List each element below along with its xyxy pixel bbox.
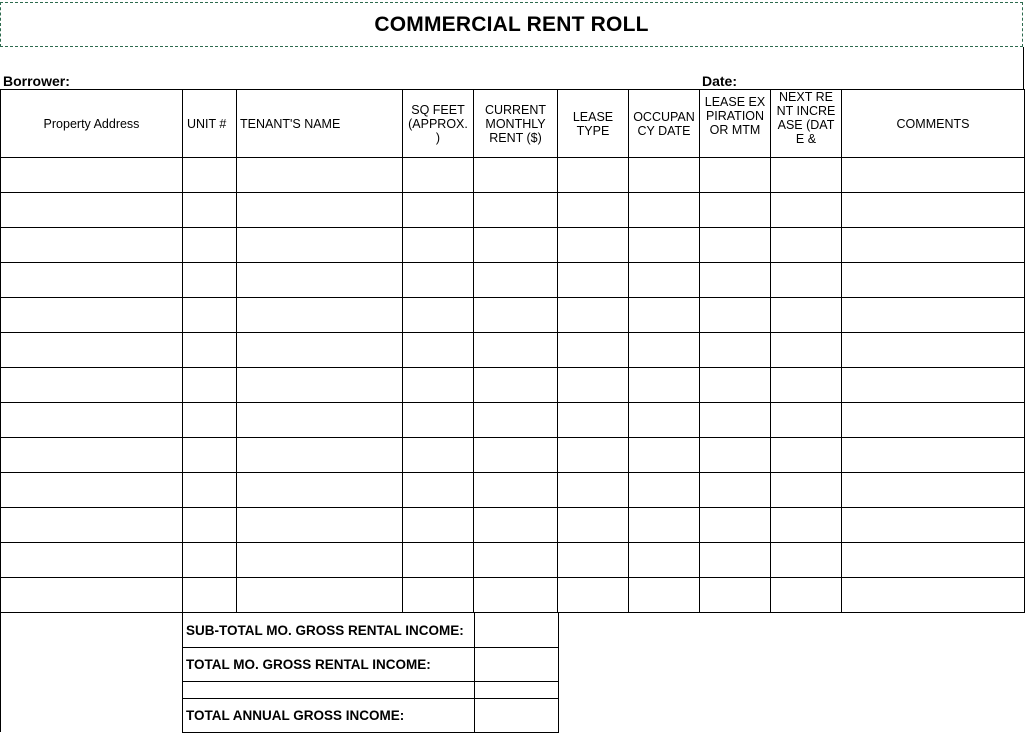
cell-comments[interactable] <box>842 158 1025 193</box>
total-annual-value-cell[interactable] <box>475 699 559 733</box>
cell-next-rent-increase[interactable] <box>771 368 842 403</box>
cell-occupancy-date[interactable] <box>629 298 700 333</box>
cell-tenant-name[interactable] <box>237 473 403 508</box>
cell-sq-feet[interactable] <box>403 473 474 508</box>
cell-current-rent[interactable] <box>474 263 558 298</box>
col-header-sq-feet[interactable] <box>403 90 474 158</box>
cell-tenant-name[interactable] <box>237 543 403 578</box>
cell-current-rent[interactable] <box>474 368 558 403</box>
cell-current-rent[interactable] <box>474 298 558 333</box>
cell-unit[interactable] <box>183 403 237 438</box>
cell-unit[interactable] <box>183 333 237 368</box>
cell-unit[interactable] <box>183 368 237 403</box>
cell-next-rent-increase[interactable] <box>771 543 842 578</box>
cell-current-rent[interactable] <box>474 333 558 368</box>
cell-comments[interactable] <box>842 298 1025 333</box>
table-row <box>1 298 1025 333</box>
cell-occupancy-date[interactable] <box>629 193 700 228</box>
cell-sq-feet[interactable] <box>403 298 474 333</box>
cell-lease-type[interactable] <box>558 368 629 403</box>
cell-lease-expiration[interactable] <box>700 403 771 438</box>
table-row <box>1 193 1025 228</box>
cell-lease-type[interactable] <box>558 298 629 333</box>
cell-comments[interactable] <box>842 263 1025 298</box>
cell-unit[interactable] <box>183 438 237 473</box>
cell-lease-type[interactable] <box>558 508 629 543</box>
cell-lease-expiration[interactable] <box>700 368 771 403</box>
cell-current-rent[interactable] <box>474 578 558 613</box>
col-header-current-rent[interactable] <box>474 90 558 158</box>
cell-lease-type[interactable] <box>558 263 629 298</box>
cell-property-address[interactable] <box>1 298 183 333</box>
borrower-label: Borrower: <box>3 73 70 89</box>
total-annual-label: TOTAL ANNUAL GROSS INCOME: <box>183 699 475 733</box>
summary-row-subtotal <box>183 613 559 648</box>
cell-lease-expiration[interactable] <box>700 333 771 368</box>
cell-comments[interactable] <box>842 193 1025 228</box>
cell-lease-type[interactable] <box>558 438 629 473</box>
col-header-lease-expiration-text: LEASE EXPIRATION OR MTM <box>704 95 766 137</box>
cell-sq-feet[interactable] <box>403 193 474 228</box>
cell-occupancy-date[interactable] <box>629 578 700 613</box>
subtotal-label: SUB-TOTAL MO. GROSS RENTAL INCOME: <box>183 613 475 648</box>
col-header-next-rent-increase[interactable] <box>771 90 842 158</box>
border-line <box>1023 47 1024 89</box>
cell-tenant-name[interactable] <box>237 298 403 333</box>
table-row <box>1 543 1025 578</box>
cell-lease-type[interactable] <box>558 158 629 193</box>
cell-next-rent-increase[interactable] <box>771 578 842 613</box>
cell-property-address[interactable] <box>1 438 183 473</box>
cell-current-rent[interactable] <box>474 508 558 543</box>
cell-property-address[interactable] <box>1 578 183 613</box>
col-header-sq-feet-text: SQ FEET (APPROX. ) <box>408 102 468 145</box>
cell-current-rent[interactable] <box>474 193 558 228</box>
cell-occupancy-date[interactable] <box>629 403 700 438</box>
cell-unit[interactable] <box>183 193 237 228</box>
cell-next-rent-increase[interactable] <box>771 193 842 228</box>
cell-property-address[interactable] <box>1 333 183 368</box>
cell-lease-type[interactable] <box>558 473 629 508</box>
cell-sq-feet[interactable] <box>403 228 474 263</box>
cell-unit[interactable] <box>183 158 237 193</box>
col-header-property-address[interactable]: Property Address <box>1 90 183 158</box>
col-header-lease-type[interactable] <box>558 90 629 158</box>
cell-lease-type[interactable] <box>558 193 629 228</box>
cell-unit[interactable] <box>183 543 237 578</box>
cell-current-rent[interactable] <box>474 473 558 508</box>
cell-sq-feet[interactable] <box>403 333 474 368</box>
cell-property-address[interactable] <box>1 473 183 508</box>
spacer-value-cell[interactable] <box>475 682 559 699</box>
cell-current-rent[interactable] <box>474 228 558 263</box>
cell-tenant-name[interactable] <box>237 368 403 403</box>
col-header-lease-expiration[interactable] <box>700 90 771 158</box>
header-row <box>1 90 1025 158</box>
total-monthly-value-cell[interactable] <box>475 648 559 682</box>
cell-lease-expiration[interactable] <box>700 438 771 473</box>
date-label: Date: <box>702 73 738 89</box>
cell-sq-feet[interactable] <box>403 263 474 298</box>
cell-tenant-name[interactable] <box>237 578 403 613</box>
cell-lease-expiration[interactable] <box>700 508 771 543</box>
table-row <box>1 578 1025 613</box>
cell-occupancy-date[interactable] <box>629 158 700 193</box>
cell-comments[interactable] <box>842 543 1025 578</box>
cell-unit[interactable] <box>183 508 237 543</box>
cell-lease-expiration[interactable] <box>700 228 771 263</box>
cell-current-rent[interactable] <box>474 158 558 193</box>
cell-tenant-name[interactable] <box>237 508 403 543</box>
table-row <box>1 158 1025 193</box>
col-header-tenant-name[interactable]: TENANT'S NAME <box>237 90 403 158</box>
cell-occupancy-date[interactable] <box>629 333 700 368</box>
total-monthly-label: TOTAL MO. GROSS RENTAL INCOME: <box>183 648 475 682</box>
cell-tenant-name[interactable] <box>237 158 403 193</box>
cell-property-address[interactable] <box>1 403 183 438</box>
cell-current-rent[interactable] <box>474 438 558 473</box>
rent-roll-table <box>0 89 1025 613</box>
cell-lease-expiration[interactable] <box>700 578 771 613</box>
cell-comments[interactable] <box>842 508 1025 543</box>
cell-next-rent-increase[interactable] <box>771 333 842 368</box>
cell-sq-feet[interactable] <box>403 368 474 403</box>
cell-lease-type[interactable] <box>558 578 629 613</box>
cell-sq-feet[interactable] <box>403 508 474 543</box>
cell-sq-feet[interactable] <box>403 578 474 613</box>
summary-row-total-monthly <box>183 648 559 682</box>
table-row <box>1 263 1025 298</box>
cell-comments[interactable] <box>842 473 1025 508</box>
cell-unit[interactable] <box>183 228 237 263</box>
cell-occupancy-date[interactable] <box>629 543 700 578</box>
cell-occupancy-date[interactable] <box>629 438 700 473</box>
table-row <box>1 368 1025 403</box>
cell-sq-feet[interactable] <box>403 403 474 438</box>
col-header-unit[interactable]: UNIT # <box>183 90 237 158</box>
cell-current-rent[interactable] <box>474 543 558 578</box>
cell-next-rent-increase[interactable] <box>771 298 842 333</box>
cell-property-address[interactable] <box>1 193 183 228</box>
page-title: COMMERCIAL RENT ROLL <box>374 12 649 36</box>
cell-lease-type[interactable] <box>558 543 629 578</box>
cell-unit[interactable] <box>183 263 237 298</box>
cell-tenant-name[interactable] <box>237 263 403 298</box>
cell-comments[interactable] <box>842 438 1025 473</box>
cell-unit[interactable] <box>183 578 237 613</box>
cell-sq-feet[interactable] <box>403 158 474 193</box>
cell-next-rent-increase[interactable] <box>771 403 842 438</box>
cell-lease-expiration[interactable] <box>700 193 771 228</box>
cell-sq-feet[interactable] <box>403 543 474 578</box>
col-header-lease-type-text: LEASE TYPE <box>572 109 614 138</box>
table-row <box>1 228 1025 263</box>
summary-row-total-annual <box>183 699 559 733</box>
cell-occupancy-date[interactable] <box>629 473 700 508</box>
border-line <box>0 612 1 732</box>
summary-table <box>182 612 559 733</box>
cell-property-address[interactable] <box>1 368 183 403</box>
col-header-current-rent-text: CURRENT MONTHLY RENT ($) <box>484 102 547 145</box>
cell-tenant-name[interactable] <box>237 228 403 263</box>
cell-unit[interactable] <box>183 298 237 333</box>
title-box <box>0 2 1023 47</box>
cell-comments[interactable] <box>842 333 1025 368</box>
cell-occupancy-date[interactable] <box>629 508 700 543</box>
col-header-comments[interactable]: COMMENTS <box>842 90 1025 158</box>
cell-tenant-name[interactable] <box>237 193 403 228</box>
cell-occupancy-date[interactable] <box>629 263 700 298</box>
table-row <box>1 333 1025 368</box>
table-row <box>1 438 1025 473</box>
cell-lease-expiration[interactable] <box>700 543 771 578</box>
cell-lease-expiration[interactable] <box>700 263 771 298</box>
cell-comments[interactable] <box>842 228 1025 263</box>
cell-lease-expiration[interactable] <box>700 158 771 193</box>
table-row <box>1 403 1025 438</box>
cell-current-rent[interactable] <box>474 403 558 438</box>
cell-lease-type[interactable] <box>558 228 629 263</box>
cell-next-rent-increase[interactable] <box>771 158 842 193</box>
col-header-occupancy-date-text: OCCUPANCY DATE <box>633 109 695 138</box>
col-header-next-rent-increase-text: NEXT RENT INCREASE (DATE & <box>776 90 836 146</box>
cell-occupancy-date[interactable] <box>629 228 700 263</box>
subtotal-value-cell[interactable] <box>475 613 559 648</box>
cell-next-rent-increase[interactable] <box>771 473 842 508</box>
cell-unit[interactable] <box>183 473 237 508</box>
table-row <box>1 508 1025 543</box>
cell-comments[interactable] <box>842 403 1025 438</box>
cell-lease-type[interactable] <box>558 333 629 368</box>
cell-property-address[interactable] <box>1 158 183 193</box>
cell-property-address[interactable] <box>1 543 183 578</box>
cell-next-rent-increase[interactable] <box>771 228 842 263</box>
col-header-occupancy-date[interactable] <box>629 90 700 158</box>
cell-comments[interactable] <box>842 368 1025 403</box>
cell-lease-expiration[interactable] <box>700 298 771 333</box>
cell-next-rent-increase[interactable] <box>771 438 842 473</box>
cell-property-address[interactable] <box>1 263 183 298</box>
cell-occupancy-date[interactable] <box>629 368 700 403</box>
cell-next-rent-increase[interactable] <box>771 508 842 543</box>
cell-next-rent-increase[interactable] <box>771 263 842 298</box>
cell-property-address[interactable] <box>1 508 183 543</box>
cell-tenant-name[interactable] <box>237 403 403 438</box>
table-row <box>1 473 1025 508</box>
cell-comments[interactable] <box>842 578 1025 613</box>
cell-tenant-name[interactable] <box>237 333 403 368</box>
cell-lease-type[interactable] <box>558 403 629 438</box>
cell-property-address[interactable] <box>1 228 183 263</box>
spacer-cell[interactable] <box>183 682 475 699</box>
cell-sq-feet[interactable] <box>403 438 474 473</box>
summary-row-spacer <box>183 682 559 699</box>
cell-lease-expiration[interactable] <box>700 473 771 508</box>
cell-tenant-name[interactable] <box>237 438 403 473</box>
